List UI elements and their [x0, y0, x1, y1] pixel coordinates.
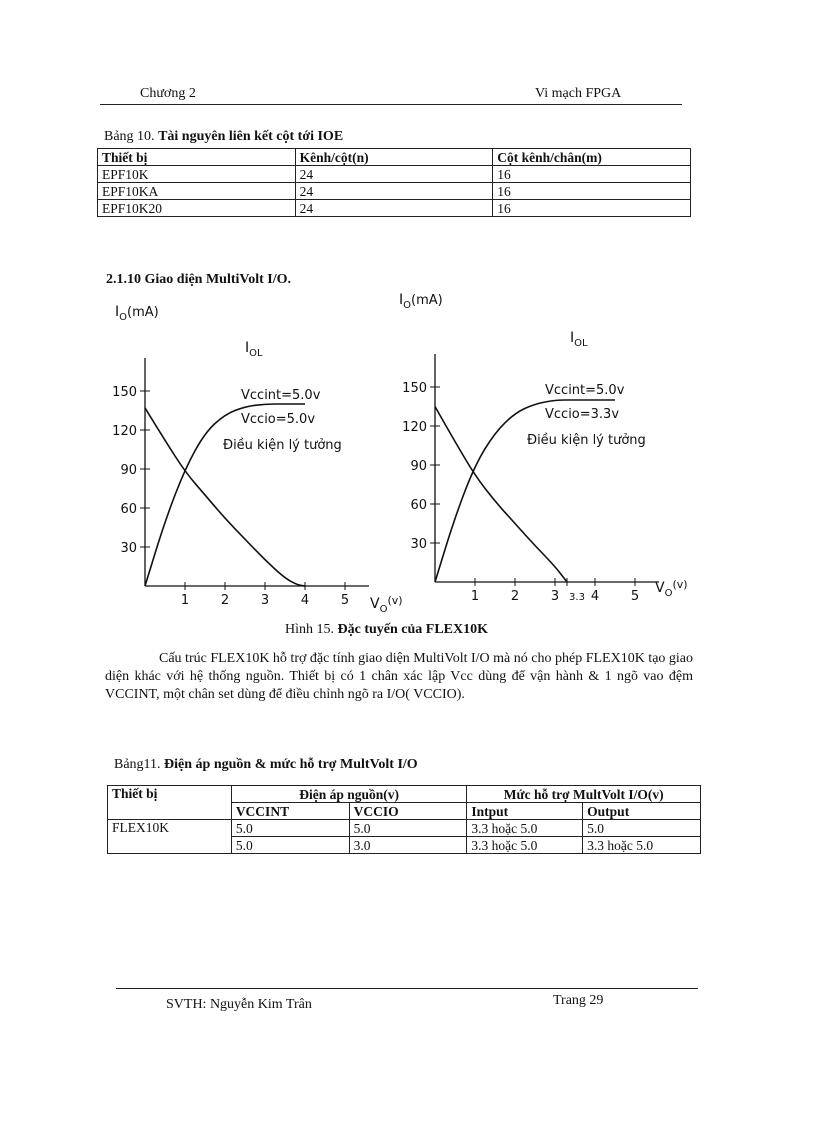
- table10-header-cell: Cột kênh/chân(m): [493, 149, 691, 166]
- x-tick-label: 2: [220, 593, 230, 608]
- table-cell: 5.0: [231, 837, 349, 854]
- chart-right-plot: [399, 292, 688, 604]
- table11-voltage-header: Điện áp nguồn(v): [231, 786, 467, 803]
- table10-caption-prefix: Bảng 10.: [104, 129, 159, 144]
- series-ioh-line: [145, 408, 305, 586]
- table11-caption-prefix: Bảng11.: [114, 757, 165, 772]
- y-tick-label: 90: [120, 463, 137, 478]
- x-tick-label: 1: [180, 593, 190, 608]
- table-cell: 3.3 hoặc 5.0: [583, 837, 701, 854]
- table-cell: 16: [493, 166, 691, 183]
- annotation-condition: Điều kiện lý tưởng: [527, 433, 646, 448]
- series-iol-line: [435, 400, 615, 582]
- table10-header-row: [98, 149, 691, 166]
- y-tick-label: 90: [410, 459, 427, 474]
- body-paragraph: Cấu trúc FLEX10K hỗ trợ đặc tính giao diện MultiVolt I/O mà nó cho phép FLEX10K tạo giao diện khác với hệ thống nguồn. Thiết bị có 1 chân xác lập Vcc dùng để vận hành & 1 ngõ vao đệm VCCINT, một chân set dùng để điều chỉnh ngõ ra I/O( VCCIO).: [105, 651, 694, 702]
- table11-subheader-cell: VCCINT: [231, 803, 349, 820]
- table-cell: 16: [493, 200, 691, 217]
- table10-caption-title: Tài nguyên liên kết cột tới IOE: [158, 129, 344, 144]
- x-tick-label: 3: [550, 589, 560, 604]
- y-tick-label: 120: [112, 424, 137, 439]
- table-row: [98, 200, 691, 217]
- table11-level-header: Mức hỗ trợ MultVolt I/O(v): [467, 786, 701, 803]
- header-chapter: Chương 2: [140, 86, 196, 101]
- table11-device-cell: FLEX10K: [108, 820, 232, 854]
- series-iol-line: [145, 404, 305, 586]
- header-title: Vi mạch FPGA: [535, 86, 622, 101]
- annotation-vccint: Vccint=5.0v: [241, 388, 321, 403]
- table10-header-cell: Kênh/cột(n): [295, 149, 493, 166]
- table-cell: EPF10K20: [98, 200, 296, 217]
- table-cell: 5.0: [583, 820, 701, 837]
- x-tick-label: 5: [630, 589, 640, 604]
- y-tick-label: 60: [410, 498, 427, 513]
- header-rule: [100, 104, 682, 105]
- table-row: [98, 183, 691, 200]
- table10-header-cell: Thiết bị: [98, 149, 296, 166]
- table-cell: 5.0: [349, 820, 467, 837]
- table11: [107, 785, 701, 854]
- x-tick-label: 4: [590, 589, 600, 604]
- annotation-condition: Điều kiện lý tưởng: [223, 438, 342, 453]
- y-axis-label: $I_O(mA)$: [399, 292, 443, 311]
- table11-caption: [114, 757, 418, 773]
- annotation-vccio: Vccio=3.3v: [545, 407, 620, 422]
- table-cell: 24: [295, 183, 493, 200]
- table10-caption: [104, 129, 343, 145]
- table11-header-row: [108, 786, 701, 803]
- table11-subheader-cell: Output: [583, 803, 701, 820]
- x-tick-label: 5: [340, 593, 350, 608]
- table11-subheader-cell: Intput: [467, 803, 583, 820]
- y-tick-label: 60: [120, 502, 137, 517]
- x-tick-label: 1: [470, 589, 480, 604]
- x-axis-label: $V_O^{(v)}$: [370, 594, 403, 615]
- table-cell: 24: [295, 200, 493, 217]
- table10: [97, 148, 691, 217]
- y-tick-label: 150: [402, 381, 427, 396]
- table11-caption-title: Điện áp nguồn & mức hỗ trợ MultVolt I/O: [164, 757, 418, 772]
- y-tick-label: 30: [120, 541, 137, 556]
- x-axis-label: $V_O^{(v)}$: [655, 578, 688, 599]
- y-axis-label: $I_O(mA)$: [115, 304, 159, 323]
- section-title: 2.1.10 Giao diện MultiVolt I/O.: [106, 272, 292, 287]
- table-cell: 5.0: [231, 820, 349, 837]
- annotation-vccio: Vccio=5.0v: [241, 412, 316, 427]
- figure-caption-prefix: Hình 15.: [285, 622, 338, 637]
- figure-caption: [285, 622, 488, 638]
- chart-right: [385, 280, 715, 620]
- x-tick-label: 4: [300, 593, 310, 608]
- table-cell: 16: [493, 183, 691, 200]
- table11-device-header: Thiết bị: [108, 786, 232, 820]
- y-tick-label: 120: [402, 420, 427, 435]
- y-tick-label: 30: [410, 537, 427, 552]
- iol-label: $I_{OL}$: [570, 330, 588, 349]
- annotation-vccint: Vccint=5.0v: [545, 383, 625, 398]
- x-tick-label: 3: [260, 593, 270, 608]
- chart-left-plot: [112, 304, 402, 615]
- footer-page: Trang 29: [553, 993, 604, 1008]
- x-tick-label: 2: [510, 589, 520, 604]
- table-row: [98, 166, 691, 183]
- x-tick-label: 3.3: [569, 592, 585, 603]
- figure-caption-title: Đặc tuyến của FLEX10K: [337, 622, 488, 637]
- table-row: [108, 820, 701, 837]
- footer-rule: [116, 988, 698, 989]
- table-cell: EPF10KA: [98, 183, 296, 200]
- iol-label: $I_{OL}$: [245, 340, 263, 359]
- table-cell: 3.3 hoặc 5.0: [467, 820, 583, 837]
- table-cell: 3.0: [349, 837, 467, 854]
- chart-left: [95, 290, 435, 620]
- table-cell: 24: [295, 166, 493, 183]
- table-cell: 3.3 hoặc 5.0: [467, 837, 583, 854]
- table11-subheader-cell: VCCIO: [349, 803, 467, 820]
- table-cell: EPF10K: [98, 166, 296, 183]
- footer-author: SVTH: Nguyễn Kim Trân: [166, 997, 312, 1012]
- y-tick-label: 150: [112, 385, 137, 400]
